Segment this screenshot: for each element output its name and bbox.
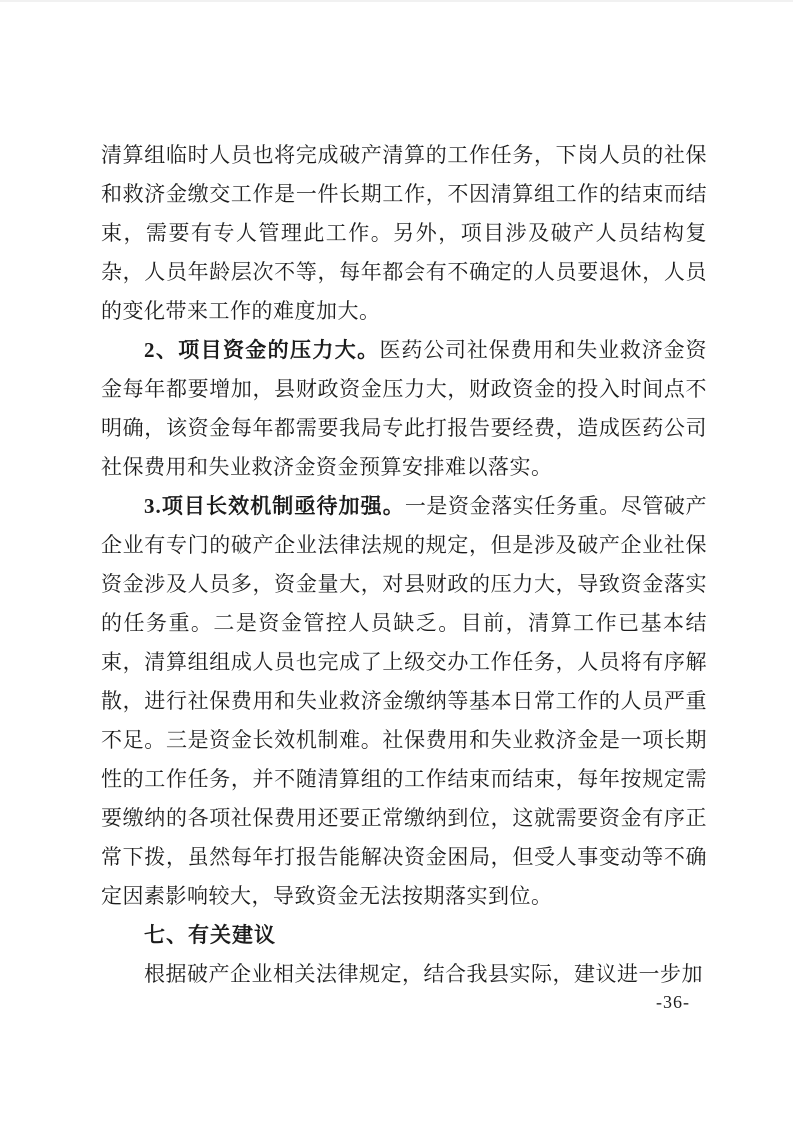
paragraph-item-3-lead: 3.项目长效机制亟待加强。 [144,494,405,518]
paragraph-item-3 [101,487,707,916]
paragraph-item-2-lead: 2、项目资金的压力大。 [144,338,380,362]
paragraph-continuation [101,136,707,331]
paragraph-text: 清算组临时人员也将完成破产清算的工作任务，下岗人员的社保和救济金缴交工作是一件长期工作，不因清算组工作的结束而结束，需要有专人管理此工作。另外，项目涉及破产人员结构复杂，人员年龄层次不等，每年都会有不确定的人员要退休，人员的变化带来工作的难度加大。 [101,143,707,323]
paragraph-text: 医药公司社保费用和失业救济金资金每年都要增加，县财政资金压力大，财政资金的投入时间点不明确，该资金每年都需要我局专此打报告要经费，造成医药公司社保费用和失业救济金资金预算安排难以落实。 [101,338,708,479]
paragraph-item-2 [101,331,707,487]
paragraph-text: 根据破产企业相关法律规定，结合我县实际，建议进一步加 [144,962,703,986]
section-heading: 七、有关建议 [144,924,276,947]
document-body [101,136,707,994]
page-number: -36- [656,992,690,1012]
closing-paragraph [101,955,707,994]
paragraph-text: 一是资金落实任务重。尽管破产企业有专门的破产企业法律法规的规定，但是涉及破产企业社保资金涉及人员多，资金量大，对县财政的压力大，导致资金落实的任务重。二是资金管控人员缺乏。目前，清算工作已基本结束，清算组组成人员也完成了上级交办工作任务，人员将有序解散，进行社保费用和失业救济金缴纳等基本日常工作的人员严重不足。三是资金长效机制难。社保费用和失业救济金是一项长期性的工作任务，并不随清算组的工作结束而结束，每年按规定需要缴纳的各项社保费用还要正常缴纳到位，这就需要资金有序正常下拨，虽然每年打报告能解决资金困局，但受人事变动等不确定因素影响较大，导致资金无法按期落实到位。 [101,494,708,908]
scan-edge-line [0,0,793,2]
